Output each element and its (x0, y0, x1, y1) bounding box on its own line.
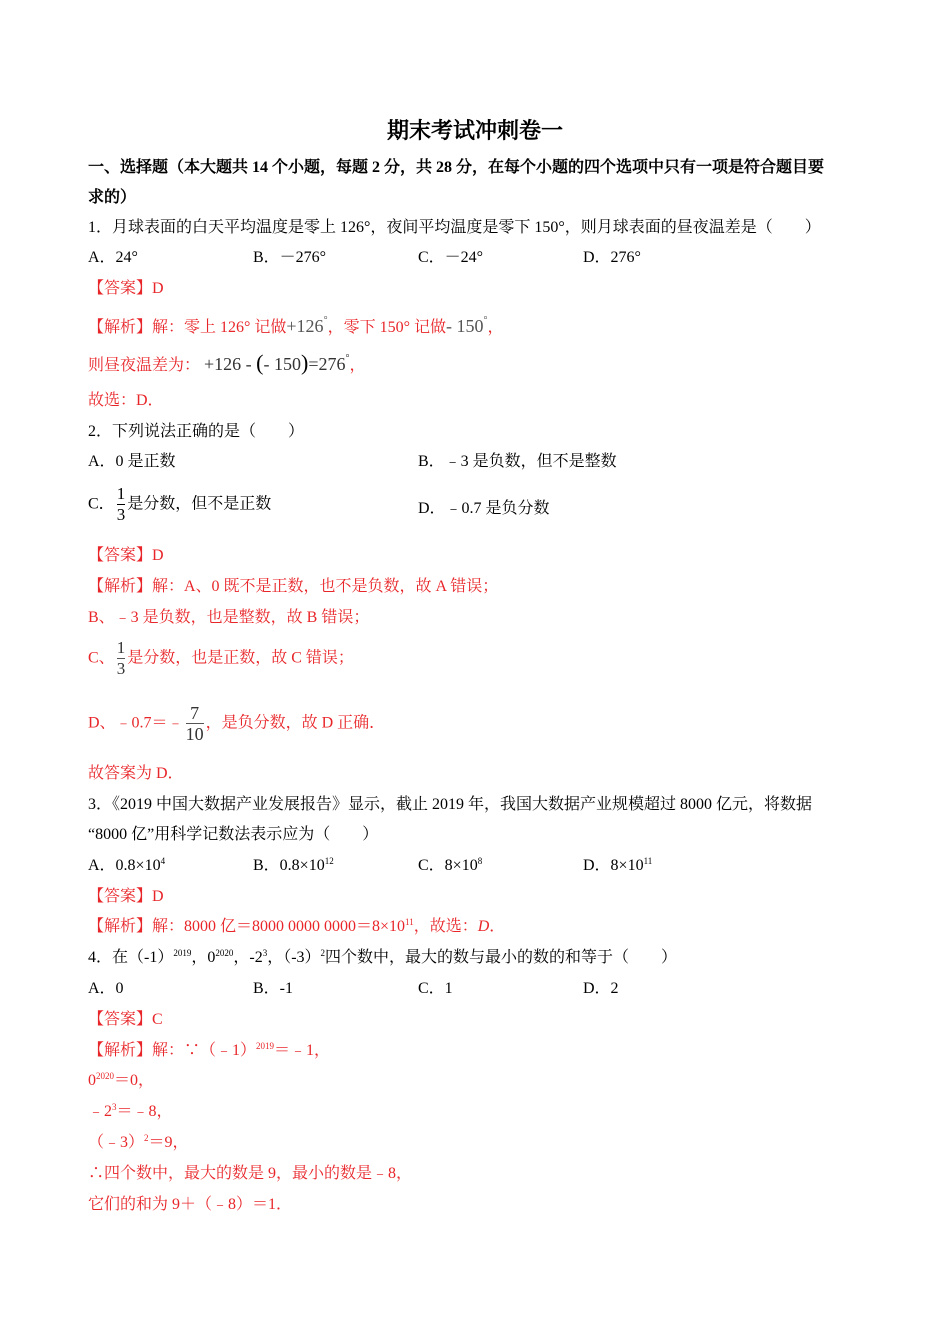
q1-analysis-prefix: 【解析】解：零上 126° 记做 (88, 319, 287, 336)
q3-stem-line2: “8000 亿”用科学记数法表示应为（ ） (88, 826, 379, 843)
page-title: 期末考试冲刺卷一 (386, 118, 563, 143)
q3-option-d: D．$8\times 10^{11}$ (583, 856, 653, 874)
q1-option-b: B．－276° (253, 249, 327, 266)
q1-option-d: D．276° (583, 249, 641, 266)
q4-analysis-line2: $0^{2020}=0$， (88, 1071, 155, 1089)
q1-line2-end: ， (349, 357, 366, 374)
q1-option-c: C．－24° (418, 249, 484, 266)
q3-option-c: C．$8\times 10^8$ (418, 856, 483, 874)
q1-analysis-line1 (88, 311, 503, 338)
q3-stem-line1: 3．《2019 中国大数据产业发展报告》显示，截止 2019 年，我国大数据产业规模超过 8000 亿元，将数据 (88, 796, 813, 813)
q1-analysis-mid: ，零下 150° 记做 (327, 319, 446, 336)
q3-analysis: 【解析】解：8000 亿＝8000 0000 $0000=8\times 10^{11}$，故选：D． (88, 917, 506, 935)
q2-option-a: A．0 是正数 (88, 453, 176, 470)
q4-stem: 4．在$(-1)^{2019}$，$0^{2020}$，$-2^3$，$(-3)^2$四个数中，最大的数与最小的数的和等于（ ） (88, 948, 678, 966)
q4-analysis-line4: （﹣3）$^2$＝9， (88, 1133, 189, 1151)
q2-stem: 2．下列说法正确的是（ ） (88, 423, 305, 440)
q4-option-a: A．0 (88, 980, 124, 997)
q3-option-a: A．$0.8\times 10^4$ (88, 856, 166, 874)
q1-expr-minus150: - 150° (445, 315, 488, 336)
q2-analysis-line1: 【解析】解：A、0 既不是正数，也不是负数，故 A 错误； (88, 578, 499, 595)
q2-conclusion: 故答案为 D． (88, 765, 184, 782)
q2-answer: 【答案】D (88, 547, 164, 564)
q1-line2-prefix: 则昼夜温差为： (88, 357, 201, 374)
section-heading-line1: 一、选择题（本大题共 14 个小题，每题 2 分，共 28 分，在每个小题的四个选项中只有一项是符合题目要 (88, 159, 825, 176)
q3-option-b: B．$0.8\times 10^{12}$ (253, 856, 334, 874)
q4-analysis-line3: $﹣2^3=﹣8$， (88, 1102, 173, 1120)
q2-analysis-line3: C、 $\frac{1}{3}$ 是分数，也是正数，故 C 错误； (88, 638, 354, 678)
q4-option-c: C．1 (418, 980, 453, 997)
q1-temperature-difference-expr: +126 - (- 150)=276° (204, 350, 350, 375)
q4-option-d: D．2 (583, 980, 619, 997)
q3-answer: 【答案】D (88, 888, 164, 905)
q2-analysis-fraction-seven-tenths: $\frac{7}{10}$ (185, 703, 204, 744)
q2-analysis-line2: B、﹣3 是负数，也是整数，故 B 错误； (88, 609, 370, 626)
q2-analysis-fraction-one-third: $\frac{1}{3}$ (116, 638, 126, 678)
q4-analysis-line6: 它们的和为 9＋（﹣8）＝1． (88, 1196, 293, 1213)
q2-analysis-line4: D、﹣0.7＝﹣ $\frac{7}{10}$ ，是负分数，故 D 正确． (88, 703, 386, 744)
q1-option-a: A．24° (88, 249, 138, 266)
q1-analysis-line2 (88, 349, 366, 376)
q4-option-b: B．-1 (253, 980, 294, 997)
q2-option-b: B．﹣3 是负数，但不是整数 (418, 453, 617, 470)
q2-option-c-fraction: $\frac{1}{3}$ (116, 484, 126, 524)
q1-stem: 1．月球表面的白天平均温度是零上 126°，夜间平均温度是零下 150°，则月球表面的昼夜温差是（ ） (88, 219, 821, 236)
section-heading-line2: 求的） (88, 189, 137, 206)
q2-option-c: C． $\frac{1}{3}$ 是分数，但不是正数 (88, 484, 272, 524)
q1-answer: 【答案】D (88, 280, 164, 297)
q2-option-d: D．﹣0.7 是负分数 (418, 500, 550, 517)
q1-analysis-end: ， (487, 319, 504, 336)
q4-answer: 【答案】C (88, 1011, 163, 1028)
q4-analysis-line5: ∴四个数中，最大的数是 9，最小的数是﹣8， (88, 1165, 413, 1182)
q1-conclusion: 故选：D． (88, 392, 164, 409)
q4-analysis-line1: 【解析】解：∵（﹣1）$^{2019}$＝﹣1， (88, 1041, 331, 1059)
q1-expr-plus126: +126° (286, 315, 328, 336)
